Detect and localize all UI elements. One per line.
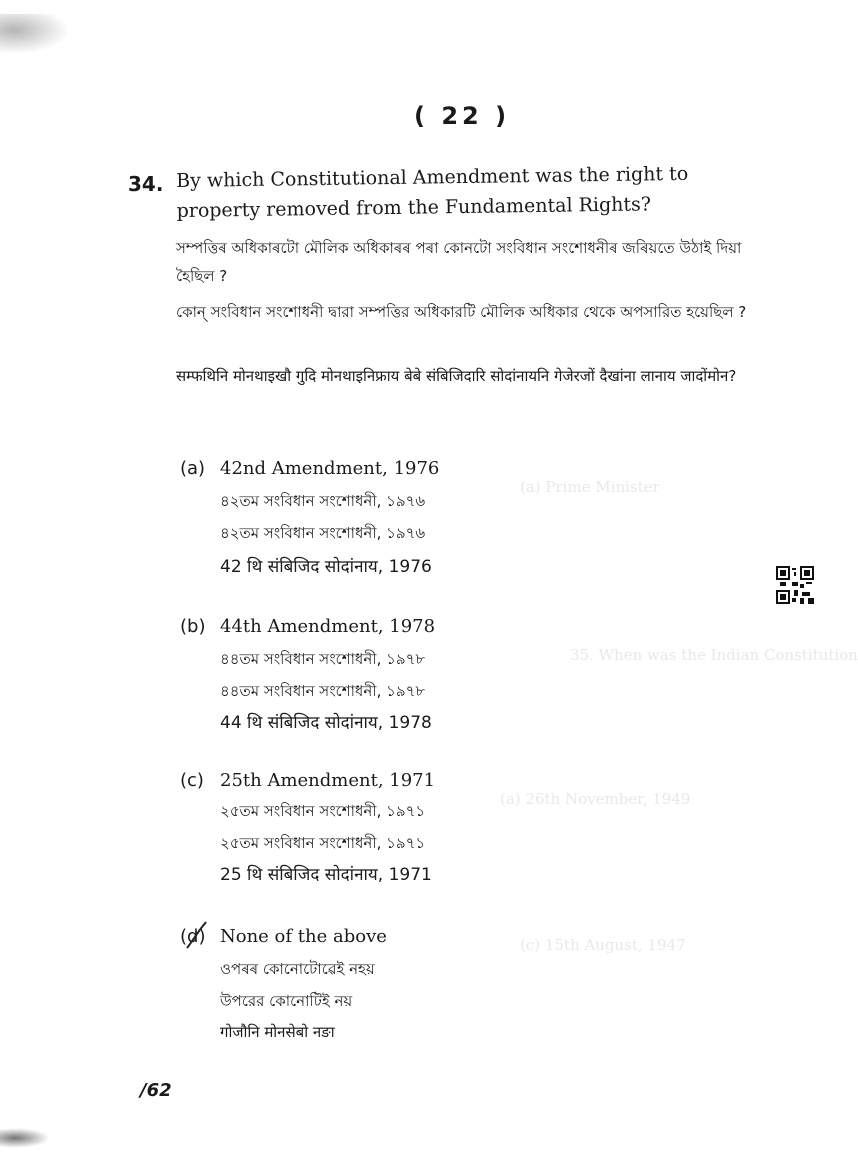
option-text-assamese: ওপৰৰ কোনোটোৱেই নহয় [220, 960, 375, 978]
bleed-through: 35. When was the Indian Constitution [570, 646, 858, 664]
option-text-bengali: উপরের কোনোটিই নয় [220, 992, 353, 1010]
option-text-bodo: 42 थि संबिजिद सोदांनाय, 1976 [220, 557, 432, 577]
scan-smudge-bottom [0, 1128, 50, 1148]
question-text-english: By which Constitutional Amendment was the right to property removed from the Fundamental Rights? [176, 162, 689, 222]
option-letter: (b) [180, 616, 206, 637]
option-text-bodo: गोजौनि मोनसेबो नङा [220, 1023, 335, 1041]
question-text-bodo: सम्फथिनि मोनथाइखौ गुदि मोनथाइनिफ्राय बेबे संबिजिदारि सोदांनायनि गेजेरजों दैखांना लानाय जादोंमोन? [176, 367, 737, 385]
option-letter: (a) [180, 458, 206, 479]
option-text-english: 44th Amendment, 1978 [220, 616, 436, 637]
question-text-bengali: কোন্ সংবিধান সংশোধনী দ্বারা সম্পত্তির অধিকারটি মৌলিক অধিকার থেকে অপসারিত হয়েছিল ? [176, 303, 747, 321]
option-text-bengali: ২৫তম সংবিধান সংশোধনী, ১৯৭১ [220, 834, 426, 852]
footer-code: /62 [140, 1080, 172, 1101]
bleed-through: (a) 26th November, 1949 [500, 790, 691, 808]
option-text-bodo: 25 थि संबिजिद सोदांनाय, 1971 [220, 865, 432, 885]
option-text-bodo: 44 थि संबिजिद सोदांनाय, 1978 [220, 713, 432, 733]
option-text-english: None of the above [220, 926, 387, 947]
option-text-bengali: ৪২তম সংবিধান সংশোধনী, ১৯৭৬ [220, 524, 426, 542]
option-text-assamese: ৪২তম সংবিধান সংশোধনী, ১৯৭৬ [220, 492, 426, 510]
option-letter: (c) [180, 770, 204, 791]
option-text-bengali: ৪৪তম সংবিধান সংশোধনী, ১৯৭৮ [220, 682, 426, 700]
bleed-through: (c) 15th August, 1947 [520, 936, 686, 954]
page-number: ( 22 ) [414, 102, 511, 130]
option-text-english: 25th Amendment, 1971 [220, 770, 436, 791]
handwritten-mark-icon [184, 920, 210, 952]
option-text-assamese: ২৫তম সংবিধান সংশোধনী, ১৯৭১ [220, 802, 426, 820]
option-text-english: 42nd Amendment, 1976 [220, 458, 440, 479]
scan-smudge-top [0, 14, 70, 54]
bleed-through: (a) Prime Minister [520, 478, 660, 496]
question-text-assamese: সম্পত্তিৰ অধিকাৰটো মৌলিক অধিকাৰৰ পৰা কোনটো সংবিধান সংশোধনীৰ জৰিয়তে উঠাই দিয়া হৈছিল ? [176, 239, 742, 285]
option-text-assamese: ৪৪তম সংবিধান সংশোধনী, ১৯৭৮ [220, 650, 426, 668]
qr-code-icon [776, 566, 814, 604]
option-letter: (d) [180, 926, 206, 947]
question-number: 34. [128, 172, 164, 196]
